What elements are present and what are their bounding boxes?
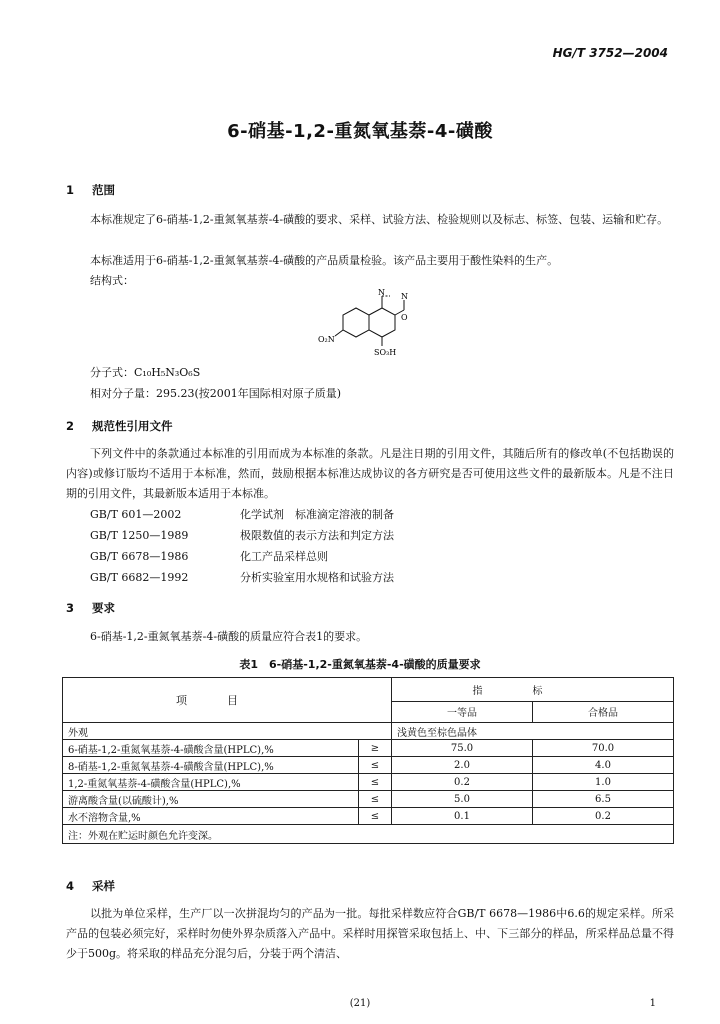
row-operator: ≥	[359, 740, 392, 757]
molecular-weight: 相对分子量：295.23(按2001年国际相对原子质量)	[90, 387, 342, 400]
row-item: 水不溶物含量,%	[63, 808, 359, 825]
row-value-qualified: 0.2	[533, 808, 674, 825]
table-row	[63, 808, 674, 825]
structure-n2: N	[401, 292, 408, 301]
reference-code: GB/T 6678—1986	[90, 550, 189, 563]
section-title: 规范性引用文件	[92, 419, 173, 433]
reference-title: 化学试剂 标准滴定溶液的制备	[240, 508, 394, 521]
row-item: 外观	[63, 723, 392, 740]
structure-n1: N	[378, 288, 385, 297]
standard-number: HG/T 3752—2004	[552, 46, 668, 60]
reference-item	[90, 548, 328, 564]
table-row	[63, 791, 674, 808]
reference-title: 化工产品采样总则	[240, 550, 328, 563]
row-item: 6-硝基-1,2-重氮氧基萘-4-磺酸含量(HPLC),%	[63, 740, 359, 757]
row-operator: ≤	[359, 791, 392, 808]
section-3-paragraph-1: 6-硝基-1,2-重氮氧基萘-4-磺酸的质量应符合表1的要求。	[90, 630, 368, 643]
section-title: 采样	[92, 879, 115, 893]
row-operator: ≤	[359, 757, 392, 774]
reference-title: 分析实验室用水规格和试验方法	[240, 571, 394, 584]
naphthalene-structure-drawing	[318, 288, 418, 360]
section-title: 要求	[92, 601, 115, 615]
section-1-heading	[66, 182, 115, 198]
section-number: 3	[66, 601, 75, 615]
section-2-heading	[66, 418, 173, 434]
row-item: 1,2-重氮氧基萘-4-磺酸含量(HPLC),%	[63, 774, 359, 791]
section-4-paragraph-1: 以批为单位采样，生产厂以一次拼混均匀的产品为一批。每批采样数应符合GB/T 6678—1986中6.6的规定采样。所采产品的包装必须完好，采样时勿使外界杂质落入产品中。采样时用探管采取包括上、中、下三部分的样品，所采样品总量不得少于500g。将采取的样品充分混匀后，分装于两个清洁、	[66, 907, 674, 960]
row-operator: ≤	[359, 808, 392, 825]
reference-title: 极限数值的表示方法和判定方法	[240, 529, 394, 542]
structure-label: 结构式：	[90, 274, 134, 287]
structure-o: O	[401, 313, 408, 322]
page-mark: 1	[649, 998, 656, 1009]
row-item: 游离酸含量(以硫酸计),%	[63, 791, 359, 808]
row-value-first: 0.1	[392, 808, 533, 825]
row-value-qualified: 4.0	[533, 757, 674, 774]
structure-no2: O₂N	[318, 335, 335, 344]
structural-formula	[318, 288, 418, 364]
row-value-first: 2.0	[392, 757, 533, 774]
reference-item	[90, 506, 394, 522]
structure-so3h: SO₃H	[374, 348, 397, 357]
table-row	[63, 757, 674, 774]
section-number: 2	[66, 419, 75, 433]
table-row	[63, 723, 674, 740]
row-value-first: 0.2	[392, 774, 533, 791]
row-operator: ≤	[359, 774, 392, 791]
section-number: 1	[66, 183, 75, 197]
table-row	[63, 774, 674, 791]
section-4-heading	[66, 878, 115, 894]
table-header-row	[63, 678, 674, 702]
document-title: 6-硝基-1,2-重氮氧基萘-4-磺酸	[227, 121, 493, 142]
section-number: 4	[66, 879, 75, 893]
row-value-first: 75.0	[392, 740, 533, 757]
reference-item	[90, 569, 394, 585]
page-number: (21)	[349, 998, 371, 1009]
table-note-row	[63, 825, 674, 844]
section-1-paragraph-2: 本标准适用于6-硝基-1,2-重氮氧基萘-4-磺酸的产品质量检验。该产品主要用于酸性染料的生产。	[90, 254, 559, 267]
quality-requirements-table	[62, 677, 674, 844]
row-value-qualified: 6.5	[533, 791, 674, 808]
table-caption: 表1 6-硝基-1,2-重氮氧基萘-4-磺酸的质量要求	[239, 658, 481, 671]
row-item: 8-硝基-1,2-重氮氧基萘-4-磺酸含量(HPLC),%	[63, 757, 359, 774]
molecular-formula: 分子式：C₁₀H₅N₃O₆S	[90, 366, 201, 379]
reference-item	[90, 527, 394, 543]
row-value-qualified: 70.0	[533, 740, 674, 757]
section-1-paragraph-1: 本标准规定了6-硝基-1,2-重氮氧基萘-4-磺酸的要求、采样、试验方法、检验规则以及标志、标签、包装、运输和贮存。	[90, 213, 669, 226]
reference-code: GB/T 1250—1989	[90, 529, 189, 542]
header-grade-first: 一等品	[392, 701, 533, 722]
section-3-heading	[66, 600, 115, 616]
header-item: 项目	[63, 678, 392, 723]
reference-code: GB/T 6682—1992	[90, 571, 189, 584]
row-value-first: 5.0	[392, 791, 533, 808]
section-title: 范围	[92, 183, 115, 197]
row-value-qualified: 1.0	[533, 774, 674, 791]
header-grade-qualified: 合格品	[533, 701, 674, 722]
section-2-paragraph-1: 下列文件中的条款通过本标准的引用而成为本标准的条款。凡是注日期的引用文件，其随后所有的修改单(不包括勘误的内容)或修订版均不适用于本标准，然而，鼓励根据本标准达成协议的各方研究是否可使用这些文件的最新版本。凡是不注日期的引用文件，其最新版本适用于本标准。	[66, 447, 674, 500]
header-indicator: 指标	[392, 678, 674, 702]
table-note: 注：外观在贮运时颜色允许变深。	[63, 825, 674, 844]
table-row	[63, 740, 674, 757]
reference-code: GB/T 601—2002	[90, 508, 182, 521]
row-value-appearance: 浅黄色至棕色晶体	[392, 723, 674, 740]
